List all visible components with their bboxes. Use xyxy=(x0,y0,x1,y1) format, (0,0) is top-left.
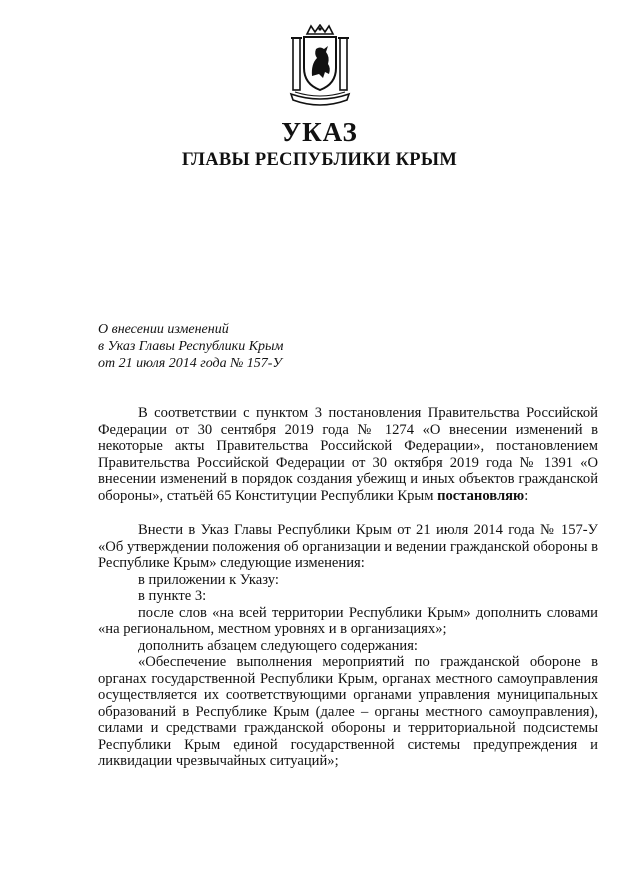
body-paragraph: в пункте 3: xyxy=(138,588,207,604)
preamble-text: В соответствии с пунктом 3 постановления Правительства Российской Федерации от 30 сентября 2019 года № 1274 «О внесении изменений в некоторые акты Правительства Российской Федерации», постановлением Правительства Российской Федерации от 30 октября 2019 года № 1391 «О внесении изменений в порядок создания убежищ и иных объектов гражданской обороны», статьёй 65 Конституции Республики Крым xyxy=(98,405,598,504)
document-subject xyxy=(98,321,283,372)
document-body xyxy=(98,405,598,770)
subject-line: О внесении изменений xyxy=(98,322,229,337)
document-title: УКАЗ xyxy=(281,117,358,147)
document-subtitle: ГЛАВЫ РЕСПУБЛИКИ КРЫМ xyxy=(181,150,458,170)
body-paragraph: в приложении к Указу: xyxy=(138,571,279,588)
decree-colon: : xyxy=(524,487,529,504)
decree-word: постановляю xyxy=(437,487,525,504)
body-paragraph: «Обеспечение выполнения мероприятий по гражданской обороне в органах государственной Республики Крым, органах местного самоуправления осуществляется их соответствующими органами управления муниципальных образований в Республике Крым (далее – органы местного самоуправления), силами и средствами гражданской обороны и территориальной подсистемы Республики Крым единой государственной системы предупреждения и ликвидации чрезвычайных ситуаций»; xyxy=(98,654,598,769)
body-paragraph: Внести в Указ Главы Республики Крым от 21 июля 2014 года № 157-У «Об утверждении положения об организации и ведении гражданской обороны в Республике Крым» следующие изменения: xyxy=(98,522,598,571)
body-paragraph: дополнить абзацем следующего содержания: xyxy=(138,637,418,654)
preamble-paragraph xyxy=(98,405,598,504)
body-paragraph: после слов «на всей территории Республики Крым» дополнить словами «на региональном, местном уровнях и в организациях»; xyxy=(98,604,598,637)
subject-line: от 21 июля 2014 года № 157-У xyxy=(98,356,282,371)
crimea-coat-of-arms-icon xyxy=(287,24,353,106)
subject-line: в Указ Главы Республики Крым xyxy=(98,339,284,354)
